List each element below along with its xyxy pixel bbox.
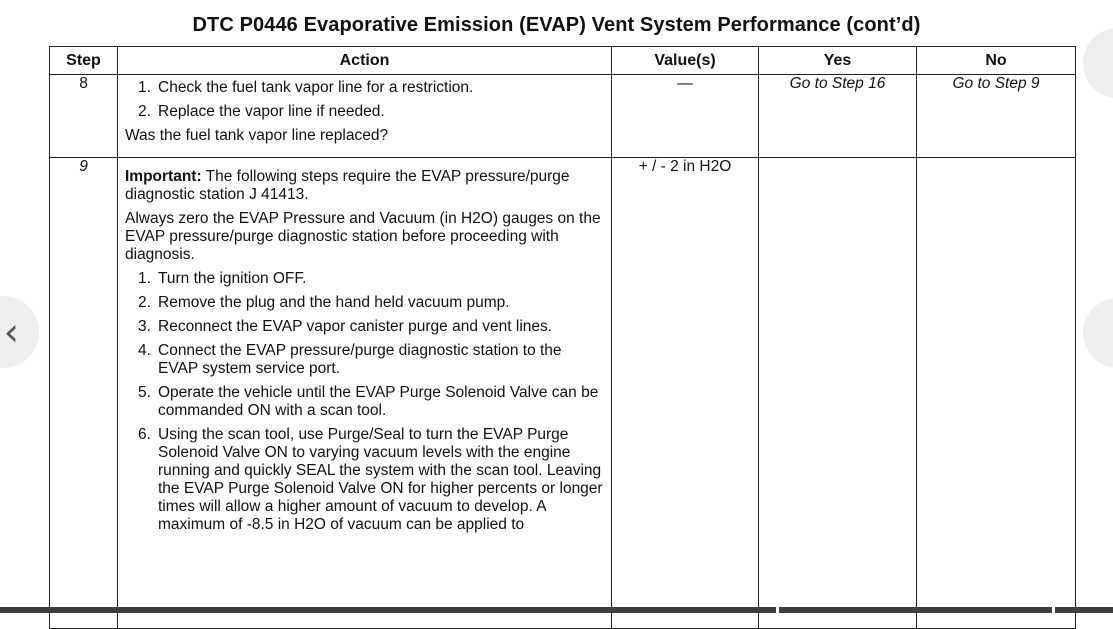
diagnostic-table: [49, 46, 1076, 629]
value-cell: —: [612, 75, 759, 158]
no-cell: [917, 158, 1076, 629]
step-number: 8: [50, 75, 118, 158]
header-step: Step: [50, 47, 118, 75]
header-value: Value(s): [612, 47, 759, 75]
header-action: Action: [118, 47, 612, 75]
list-item: 1. Turn the ignition OFF.: [138, 270, 307, 287]
bottom-toolbar: [0, 607, 1113, 613]
no-link: Go to Step 9: [952, 75, 1040, 92]
next-page-side-button[interactable]: [1083, 298, 1113, 368]
action-cell: [118, 75, 612, 158]
important-note: Important: The following steps require the EVAP pressure/purge diagnostic station J 41413.: [125, 168, 570, 203]
action-question: Was the fuel tank vapor line replaced?: [125, 127, 389, 144]
chevron-left-icon: ‹: [3, 310, 19, 354]
toolbar-segment: [1055, 607, 1113, 613]
list-item: 2. Replace the vapor line if needed.: [138, 103, 385, 120]
no-cell: [917, 75, 1076, 158]
yes-cell: [759, 75, 917, 158]
zero-gauges-note: Always zero the EVAP Pressure and Vacuum (in H2O) gauges on the EVAP pressure/purge diagnostic station before proceeding with diagnosis.: [125, 210, 601, 263]
table-header-row: [50, 47, 1076, 75]
table-row: [50, 75, 1076, 158]
list-item: 1. Check the fuel tank vapor line for a restriction.: [138, 79, 474, 96]
action-list: [125, 79, 605, 121]
action-cell: [118, 158, 612, 629]
list-item: 4. Connect the EVAP pressure/purge diagnostic station to the EVAP system service port.: [138, 342, 562, 377]
value-cell: + / - 2 in H2O: [612, 158, 759, 629]
page-title: DTC P0446 Evaporative Emission (EVAP) Vent System Performance (cont’d): [192, 14, 921, 36]
list-item: 2. Remove the plug and the hand held vacuum pump.: [138, 294, 510, 311]
header-no: No: [917, 47, 1076, 75]
table-row: [50, 158, 1076, 629]
next-page-button[interactable]: [1083, 28, 1113, 98]
toolbar-segment: [0, 607, 776, 613]
action-list: [125, 270, 605, 534]
yes-link: Go to Step 16: [789, 75, 886, 92]
step-number: 9: [50, 158, 118, 629]
list-item: 5. Operate the vehicle until the EVAP Purge Solenoid Valve can be commanded ON with a scan tool.: [138, 384, 599, 419]
header-yes: Yes: [759, 47, 917, 75]
yes-cell: [759, 158, 917, 629]
list-item: 3. Reconnect the EVAP vapor canister purge and vent lines.: [138, 318, 553, 335]
toolbar-segment: [779, 607, 1052, 613]
previous-page-button[interactable]: [0, 296, 39, 368]
list-item: 6. Using the scan tool, use Purge/Seal to turn the EVAP Purge Solenoid Valve ON to varying vacuum levels with the engine running and quickly SEAL the system with the scan tool. Leaving the EVAP Purge Solenoid Valve ON for higher percents or longer times will allow a higher amount of vacuum to develop. A maximum of -8.5 in H2O of vacuum can be applied to: [138, 426, 603, 533]
